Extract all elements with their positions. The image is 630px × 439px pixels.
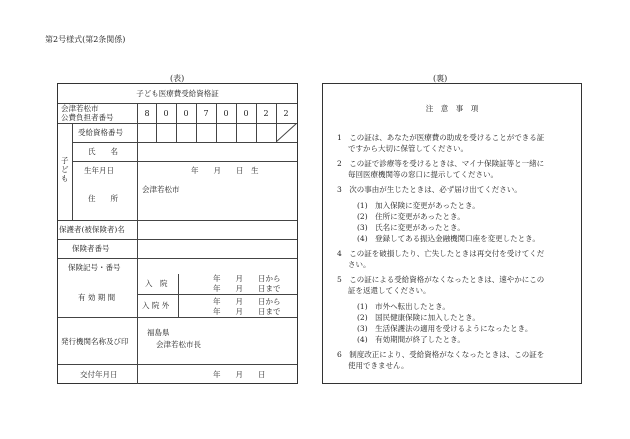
payer-digit: 2 [263, 109, 269, 118]
rule [72, 161, 297, 162]
rule [236, 103, 237, 123]
insurance-symbol-label: 保険記号・番号 [68, 263, 121, 272]
rule [58, 364, 297, 365]
payer-digit: 7 [203, 109, 209, 118]
rule [216, 103, 217, 123]
payer-digit: 0 [183, 109, 189, 118]
payer-label-line1: 会津若松市 [61, 104, 99, 113]
issue-date-label: 交付年月日 [80, 370, 118, 379]
note-3: 3 次の事由が生じたときは、必ず届け出てください。 [337, 185, 522, 194]
note-3-item: (1) 加入保険に変更があったとき。 [357, 201, 480, 210]
rule [196, 103, 197, 123]
rule [137, 103, 138, 384]
guardian-name-label: 保護者(被保険者)名 [59, 225, 125, 234]
rule [256, 123, 257, 142]
note-6: 6 制度改正により、受給資格がなくなったときは、この証を [337, 350, 545, 359]
payer-digit: 0 [243, 109, 249, 118]
note-4: 4 この証を破損したり、亡失したときは再交付を受けてくだ [337, 249, 545, 258]
payer-digit: 0 [223, 109, 229, 118]
rule [58, 220, 297, 221]
outpatient-label: 入 院 外 [142, 301, 170, 310]
issuer-label: 発行機関名称及び印 [61, 337, 129, 346]
back-side-label: (裏) [433, 74, 448, 83]
rule [72, 123, 73, 220]
note-4-cont: さい。 [348, 260, 371, 269]
rule [216, 123, 217, 142]
address-label: 住 所 [88, 194, 118, 203]
rule [178, 274, 179, 318]
rule [58, 239, 297, 240]
rule [156, 123, 157, 142]
rule [58, 258, 297, 259]
diagonal-mark [276, 123, 297, 142]
note-6-cont: 使用できません。 [348, 361, 409, 370]
note-5-cont: 証を返還してください。 [348, 286, 431, 295]
note-5: 5 この証による受給資格がなくなったときは、速やかにこの [337, 275, 545, 284]
rule [156, 103, 157, 123]
payer-digit: 2 [283, 109, 289, 118]
front-card [57, 83, 298, 384]
note-1: 1 この証は、あなたが医療費の助成を受けることができる証 [337, 133, 545, 142]
outpatient-to: 年 月 日まで [213, 307, 281, 316]
rule [196, 123, 197, 142]
rule [137, 294, 297, 295]
insurer-number-label: 保険者番号 [72, 244, 110, 253]
front-side-label: (表) [170, 74, 185, 83]
form-number: 第2号様式(第2条関係) [45, 35, 126, 44]
inpatient-from: 年 月 日から [213, 274, 281, 283]
inpatient-to: 年 月 日まで [213, 284, 281, 293]
notes-heading: 注 意 事 項 [425, 104, 479, 113]
note-5-item: (4) 有効期間が終了したとき。 [357, 335, 465, 344]
issue-date-value: 年 月 日 [213, 370, 266, 379]
issuer-mayor: 会津若松市長 [156, 340, 201, 349]
inpatient-label: 入 院 [145, 279, 168, 288]
name-label: 氏 名 [88, 147, 118, 156]
birth-date-value: 年 月 日 生 [191, 166, 259, 175]
note-1-cont: ですから大切に保管してください。 [348, 144, 468, 153]
note-2-cont: 毎回医療機関等の窓口に提示してください。 [348, 170, 498, 179]
note-3-item: (3) 氏名に変更があったとき。 [357, 223, 465, 232]
address-value: 会津若松市 [142, 185, 180, 194]
payer-digit: 0 [163, 109, 169, 118]
rule [176, 123, 177, 142]
card-title: 子ども医療費受給資格証 [136, 89, 219, 98]
validity-period-label: 有 効 期 間 [78, 293, 116, 302]
birth-date-label: 生年月日 [84, 166, 114, 175]
rule [58, 123, 297, 124]
child-section-label: 子ども [61, 156, 69, 183]
rule [236, 123, 237, 142]
payer-digit: 8 [144, 109, 150, 118]
rule [72, 142, 297, 143]
payer-label-line2: 公費負担者番号 [61, 113, 114, 122]
recipient-number-label: 受給資格番号 [78, 128, 123, 137]
note-5-item: (2) 国民健康保険に加入したとき。 [357, 313, 480, 322]
note-5-item: (3) 生活保護法の適用を受けるようになったとき。 [357, 324, 533, 333]
outpatient-from: 年 月 日から [213, 297, 281, 306]
rule [256, 103, 257, 123]
note-5-item: (1) 市外へ転出したとき。 [357, 302, 450, 311]
note-3-item: (2) 住所に変更があったとき。 [357, 212, 465, 221]
rule [176, 103, 177, 123]
back-card [322, 83, 582, 384]
notes-body [337, 132, 577, 375]
note-3-item: (4) 登録してある振込金融機関口座を変更したとき。 [357, 234, 540, 243]
note-2: 2 この証で診療等を受けるときは、マイナ保険証等と一緒に [337, 159, 545, 168]
issuer-prefecture: 福島県 [147, 328, 170, 337]
rule [276, 103, 277, 123]
